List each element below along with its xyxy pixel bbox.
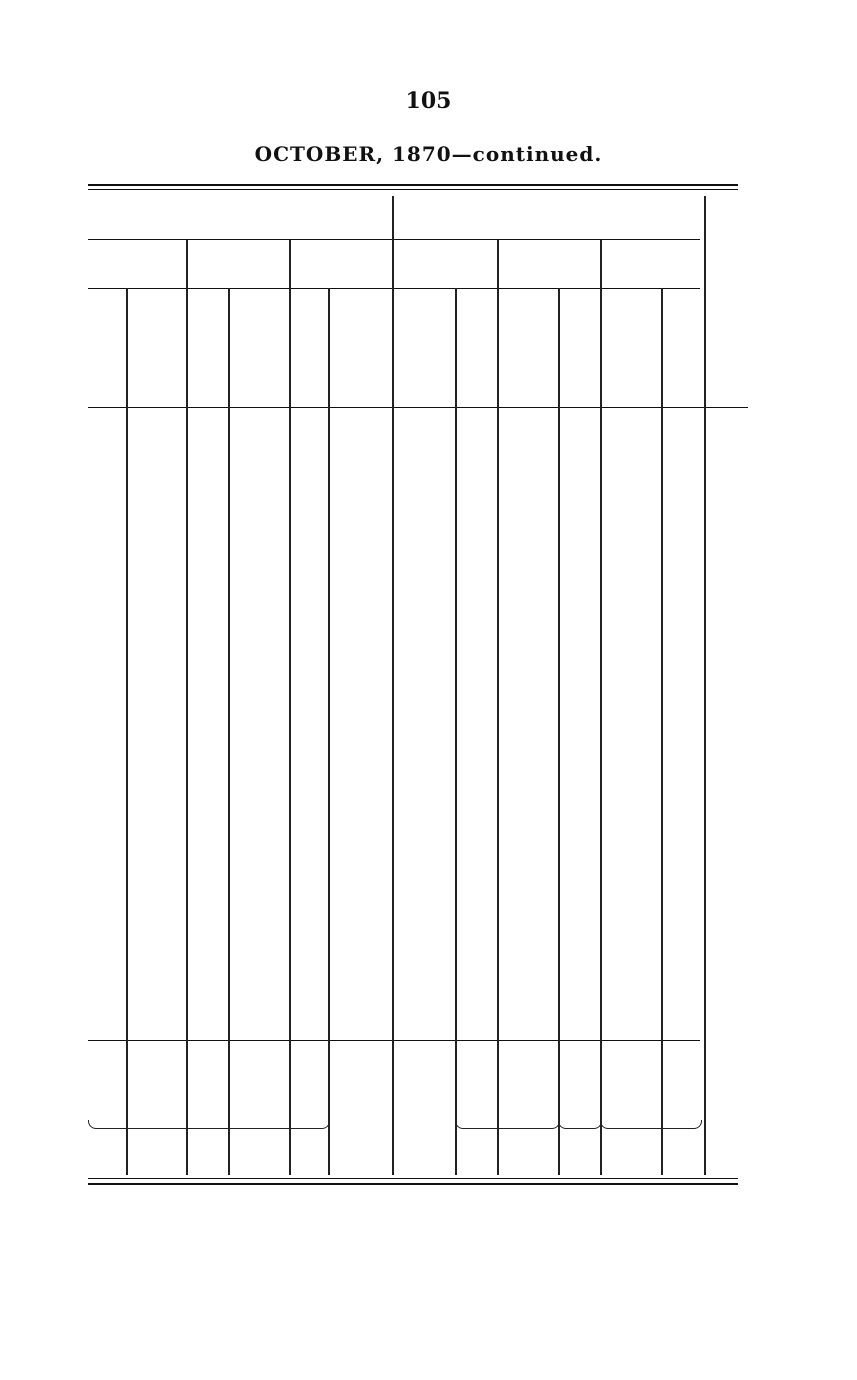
direction-header xyxy=(511,289,545,407)
kind-of-clouds-header xyxy=(343,289,377,407)
column-divider xyxy=(228,288,230,1175)
top-rule xyxy=(88,184,738,186)
force-header xyxy=(666,289,700,407)
direction-header xyxy=(614,289,648,407)
column-divider xyxy=(328,288,330,1175)
mean-brace xyxy=(558,1120,602,1129)
amount-of-cloudiness-header xyxy=(90,289,124,407)
column-divider xyxy=(661,288,663,1175)
time-rule xyxy=(88,288,700,289)
body-bottom-rule xyxy=(88,1040,700,1041)
column-divider xyxy=(558,288,560,1175)
force-header xyxy=(459,289,493,407)
amount-of-cloudiness-header xyxy=(190,289,224,407)
day-of-month-header xyxy=(709,289,743,407)
mean-brace xyxy=(455,1120,560,1129)
direction-header xyxy=(407,289,441,407)
kind-of-clouds-header xyxy=(139,289,173,407)
column-divider xyxy=(186,240,188,1175)
mean-brace xyxy=(88,1120,330,1129)
bottom-rule-2 xyxy=(88,1183,738,1185)
amount-of-cloudiness-header xyxy=(292,289,326,407)
column-divider xyxy=(289,240,291,1175)
mean-brace xyxy=(600,1120,702,1129)
column-divider xyxy=(392,196,394,1175)
group-rule xyxy=(88,239,700,240)
bottom-rule xyxy=(88,1178,738,1179)
kind-of-clouds-header xyxy=(242,289,276,407)
column-divider xyxy=(455,288,457,1175)
column-divider xyxy=(126,288,128,1175)
page-number: 105 xyxy=(405,88,452,114)
column-divider xyxy=(497,240,499,1175)
page-title: OCTOBER, 1870—continued. xyxy=(254,142,603,166)
column-divider xyxy=(600,240,602,1175)
top-rule-2 xyxy=(88,189,738,190)
force-header xyxy=(562,289,596,407)
column-divider xyxy=(704,196,706,1175)
